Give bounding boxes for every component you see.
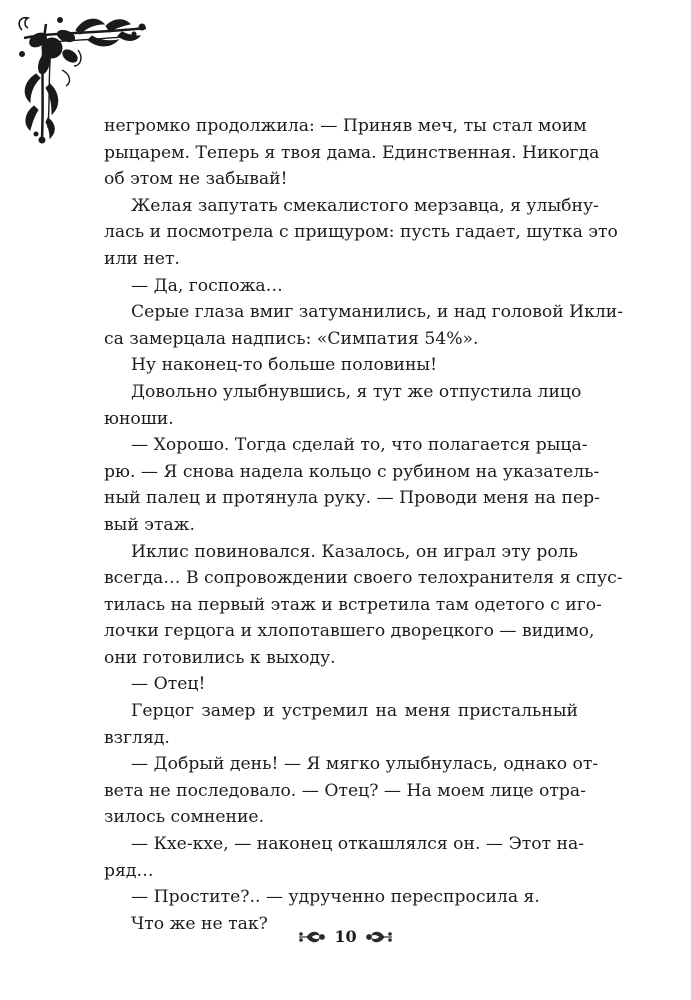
text-line: са замерцала надпись: «Симпатия 54%». bbox=[104, 328, 479, 349]
text-line: Серые глаза вмиг затуманились, и над головой Икли- bbox=[131, 302, 624, 323]
text-line: лась и посмотрела с прищуром: пусть гадает, шутка это bbox=[104, 222, 618, 243]
text-line: Что же не так? bbox=[131, 913, 268, 934]
text-line: лочки герцога и хлопотавшего дворецкого — видимо, bbox=[104, 621, 595, 642]
text-line: — Кхе-кхе, — наконец откашлялся он. — Этот на- bbox=[131, 834, 585, 855]
body-text bbox=[104, 113, 624, 937]
text-line: — Хорошо. Тогда сделай то, что полагается рыца- bbox=[131, 435, 588, 456]
text-line: вета не последовало. — Отец? — На моем лице отра- bbox=[104, 780, 586, 801]
fleuron-right-icon bbox=[364, 930, 394, 944]
text-line: негромко продолжила: — Приняв меч, ты стал моим bbox=[104, 116, 587, 136]
text-line: всегда… В сопровождении своего телохранителя я спус- bbox=[104, 568, 623, 589]
text-line: вый этаж. bbox=[104, 514, 195, 535]
text-line: юноши. bbox=[104, 408, 174, 429]
text-line: — Отец! bbox=[131, 674, 206, 695]
text-line: рю. — Я снова надела кольцо с рубином на указатель- bbox=[104, 461, 600, 482]
text-line: ряд… bbox=[104, 860, 154, 881]
text-line: Довольно улыбнувшись, я тут же отпустила лицо bbox=[131, 381, 582, 402]
text-line: они готовились к выходу. bbox=[104, 647, 336, 668]
page-footer bbox=[0, 925, 691, 949]
text-line: взгляд. bbox=[104, 727, 170, 748]
text-line: Желая запутать смекалистого мерзавца, я улыбну- bbox=[131, 195, 599, 216]
text-line: Ну наконец-то больше половины! bbox=[131, 355, 437, 376]
text-line: ный палец и протянула руку. — Проводи меня на пер- bbox=[104, 488, 600, 509]
text-line: — Да, госпожа… bbox=[131, 275, 283, 296]
text-line: или нет. bbox=[104, 248, 180, 269]
text-line: Герцог замер и устремил на меня пристальный bbox=[131, 701, 578, 722]
text-line: Иклис повиновался. Казалось, он играл эту роль bbox=[131, 541, 578, 562]
text-line: зилось сомнение. bbox=[104, 807, 265, 828]
text-line: об этом не забывай! bbox=[104, 169, 288, 190]
text-line: тилась на первый этаж и встретила там одетого с иго- bbox=[104, 594, 602, 615]
page-number: 10 bbox=[334, 927, 357, 946]
text-line: — Простите?.. — удрученно переспросила я. bbox=[131, 887, 540, 908]
fleuron-left-icon bbox=[297, 930, 327, 944]
text-line: — Добрый день! — Я мягко улыбнулась, однако от- bbox=[131, 754, 599, 775]
text-line: рыцарем. Теперь я твоя дама. Единственная. Никогда bbox=[104, 142, 600, 163]
